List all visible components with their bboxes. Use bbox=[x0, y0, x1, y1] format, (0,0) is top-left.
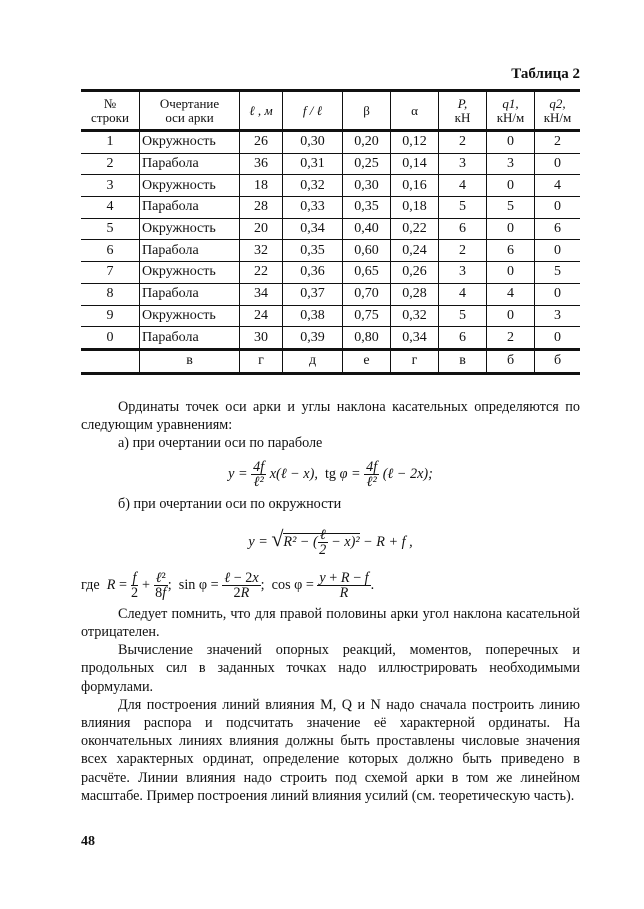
table-cell: Парабола bbox=[140, 240, 240, 262]
table-cell: 0 bbox=[487, 262, 535, 284]
table-cell: 0 bbox=[535, 153, 581, 175]
header-q2: q2, кН/м bbox=[535, 91, 581, 131]
table-cell: 0,75 bbox=[343, 305, 391, 327]
table-row bbox=[81, 283, 580, 305]
page-number: 48 bbox=[81, 834, 95, 849]
table-cell: 0,18 bbox=[391, 197, 439, 219]
table-cell: 0,37 bbox=[283, 283, 343, 305]
table-cell: 0,38 bbox=[283, 305, 343, 327]
table-cell: 30 bbox=[240, 327, 283, 350]
header-span: ℓ , м bbox=[240, 91, 283, 131]
table-cell: 4 bbox=[535, 175, 581, 197]
table-cell: 0,33 bbox=[283, 197, 343, 219]
table-cell: 0,32 bbox=[391, 305, 439, 327]
formula-circle: y = √R² − ( $\frac{\text{ℓ}}{2}$ − x)² − R + f , bbox=[248, 525, 413, 559]
table-cell: 4 bbox=[439, 175, 487, 197]
table-row bbox=[81, 218, 580, 240]
table-cell: Окружность bbox=[140, 262, 240, 284]
table-cell: 5 bbox=[81, 218, 140, 240]
table-cell: 0,35 bbox=[343, 197, 391, 219]
table-cell: 0,34 bbox=[391, 327, 439, 350]
table-cell: 6 bbox=[81, 240, 140, 262]
table-cell: 0,60 bbox=[343, 240, 391, 262]
table-cell: 1 bbox=[81, 131, 140, 154]
table-cell: 4 bbox=[439, 283, 487, 305]
table-footer-row bbox=[81, 349, 580, 373]
table-cell: Окружность bbox=[140, 131, 240, 154]
footer-cell: б bbox=[535, 349, 581, 373]
table-row bbox=[81, 175, 580, 197]
table-cell: 20 bbox=[240, 218, 283, 240]
table-cell: 4 bbox=[487, 283, 535, 305]
table-cell: 0,80 bbox=[343, 327, 391, 350]
table-cell: 9 bbox=[81, 305, 140, 327]
footer-cell bbox=[81, 349, 140, 373]
table-cell: 6 bbox=[487, 240, 535, 262]
table-cell: 2 bbox=[81, 153, 140, 175]
table-cell: 2 bbox=[439, 131, 487, 154]
table-cell: 3 bbox=[439, 262, 487, 284]
formula-parabola: y = $\frac{4f}{\text{ℓ²}}$ x(ℓ − x), tg φ = $\frac{4f}{\text{ℓ²}}$ (ℓ − 2x); bbox=[228, 458, 433, 490]
table-row bbox=[81, 197, 580, 219]
table-cell: 5 bbox=[439, 305, 487, 327]
table-cell: 0,30 bbox=[283, 131, 343, 154]
table-cell: Окружность bbox=[140, 305, 240, 327]
table-cell: 7 bbox=[81, 262, 140, 284]
table-row bbox=[81, 240, 580, 262]
table-cell: 6 bbox=[439, 327, 487, 350]
header-alpha: α bbox=[391, 91, 439, 131]
formula-where: где R = $\frac{f}{2}$ + $\frac{\text{ℓ²}}{8f}$ ; sin φ = $\frac{\text{ℓ − 2x}}{2R}$ ; cos φ = $\frac{y + R - f}{R}$ . bbox=[81, 570, 375, 602]
table-cell: Окружность bbox=[140, 175, 240, 197]
table-cell: 0,12 bbox=[391, 131, 439, 154]
table-cell: 0,24 bbox=[391, 240, 439, 262]
table-row bbox=[81, 262, 580, 284]
table-header-row bbox=[81, 91, 580, 131]
table-cell: 5 bbox=[439, 197, 487, 219]
table-cell: 22 bbox=[240, 262, 283, 284]
table-cell: 5 bbox=[535, 262, 581, 284]
table-cell: 3 bbox=[535, 305, 581, 327]
table-cell: Парабола bbox=[140, 283, 240, 305]
body-text bbox=[81, 398, 580, 805]
header-p: P, кН bbox=[439, 91, 487, 131]
header-rise-ratio: f / ℓ bbox=[283, 91, 343, 131]
table-cell: Парабола bbox=[140, 327, 240, 350]
variants-table bbox=[81, 89, 580, 375]
table-cell: Парабола bbox=[140, 153, 240, 175]
table-row bbox=[81, 131, 580, 154]
table-cell: 2 bbox=[439, 240, 487, 262]
table-cell: 0 bbox=[535, 283, 581, 305]
header-beta: β bbox=[343, 91, 391, 131]
table-cell: 0,25 bbox=[343, 153, 391, 175]
table-cell: 0 bbox=[535, 197, 581, 219]
table-cell: 0 bbox=[81, 327, 140, 350]
table-cell: 0 bbox=[487, 218, 535, 240]
table-cell: 18 bbox=[240, 175, 283, 197]
header-q1: q1, кН/м bbox=[487, 91, 535, 131]
table-cell: 0,70 bbox=[343, 283, 391, 305]
footer-cell: г bbox=[391, 349, 439, 373]
table-row bbox=[81, 327, 580, 350]
table-cell: 0,30 bbox=[343, 175, 391, 197]
table-cell: 0 bbox=[535, 327, 581, 350]
paragraph-calculation: Вычисление значений опорных реакций, моментов, поперечных и продольных сил в заданных точках надо иллюстрировать необходимыми формулами. bbox=[81, 642, 580, 695]
table-cell: 2 bbox=[535, 131, 581, 154]
table-cell: Парабола bbox=[140, 197, 240, 219]
footer-cell: г bbox=[240, 349, 283, 373]
table-cell: 0,32 bbox=[283, 175, 343, 197]
footer-cell: в bbox=[140, 349, 240, 373]
table-cell: 32 bbox=[240, 240, 283, 262]
table-cell: 0,14 bbox=[391, 153, 439, 175]
table-cell: 3 bbox=[439, 153, 487, 175]
table-cell: 2 bbox=[487, 327, 535, 350]
footer-cell: д bbox=[283, 349, 343, 373]
table-cell: 0,22 bbox=[391, 218, 439, 240]
table-cell: 28 bbox=[240, 197, 283, 219]
table-cell: 0,20 bbox=[343, 131, 391, 154]
table-cell: 0 bbox=[487, 175, 535, 197]
footer-cell: в bbox=[439, 349, 487, 373]
header-axis-shape: Очертание оси арки bbox=[140, 91, 240, 131]
header-row-number: № строки bbox=[81, 91, 140, 131]
footer-cell: е bbox=[343, 349, 391, 373]
table-row bbox=[81, 153, 580, 175]
paragraph-note: Следует помнить, что для правой половины арки угол наклона касательной отрицателен. bbox=[81, 605, 580, 641]
table-cell: 0,31 bbox=[283, 153, 343, 175]
table-cell: 0,26 bbox=[391, 262, 439, 284]
paragraph-influence-lines: Для построения линий влияния M, Q и N надо сначала построить линию влияния распора и подсчитать значение её характерной ординаты. На окончательных линиях влияния должны быть проставлены числовые значения всех характерных ординат, определение которых должно быть приведено в расчёте. Линии влияния надо строить под схемой арки в том же линейном масштабе. Пример построения линий влияния усилий (см. теоретическую часть). bbox=[81, 696, 580, 804]
table-cell: 8 bbox=[81, 283, 140, 305]
table-cell: 0 bbox=[487, 131, 535, 154]
table-caption: Таблица 2 bbox=[511, 66, 580, 82]
paragraph-intro: Ординаты точек оси арки и углы наклона касательных определяются по следующим уравнениям: bbox=[81, 399, 580, 434]
table-cell: 3 bbox=[487, 153, 535, 175]
table-cell: 5 bbox=[487, 197, 535, 219]
list-item-a: а) при очертании оси по параболе bbox=[118, 435, 323, 452]
table-cell: 0,36 bbox=[283, 262, 343, 284]
table-cell: 0 bbox=[535, 240, 581, 262]
table-cell: 0,65 bbox=[343, 262, 391, 284]
table-cell: Окружность bbox=[140, 218, 240, 240]
table-cell: 0 bbox=[487, 305, 535, 327]
table-cell: 6 bbox=[535, 218, 581, 240]
table-cell: 0,40 bbox=[343, 218, 391, 240]
list-item-b: б) при очертании оси по окружности bbox=[118, 495, 342, 512]
table-cell: 0,35 bbox=[283, 240, 343, 262]
table-cell: 0,34 bbox=[283, 218, 343, 240]
table-cell: 0,39 bbox=[283, 327, 343, 350]
table-cell: 0,28 bbox=[391, 283, 439, 305]
table-cell: 6 bbox=[439, 218, 487, 240]
table-cell: 26 bbox=[240, 131, 283, 154]
table-cell: 34 bbox=[240, 283, 283, 305]
table-cell: 4 bbox=[81, 197, 140, 219]
table-row bbox=[81, 305, 580, 327]
table-cell: 24 bbox=[240, 305, 283, 327]
table-cell: 0,16 bbox=[391, 175, 439, 197]
table-cell: 36 bbox=[240, 153, 283, 175]
footer-cell: б bbox=[487, 349, 535, 373]
table-cell: 3 bbox=[81, 175, 140, 197]
